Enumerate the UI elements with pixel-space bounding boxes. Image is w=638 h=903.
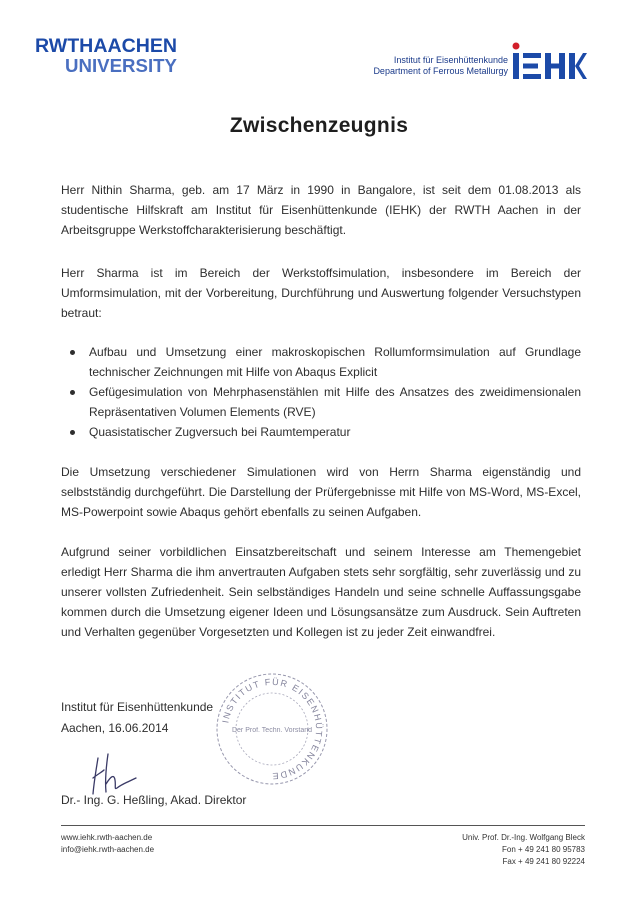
institute-name-de: Institut für Eisenhüttenkunde (393, 55, 508, 65)
signatory-name: Dr.- Ing. G. Heßling, Akad. Direktor (61, 793, 247, 807)
rwth-logo-line2: UNIVERSITY (65, 56, 177, 76)
footer-head (462, 832, 585, 868)
footer-phone: Fon + 49 241 80 95783 (502, 845, 585, 854)
stamp-center-text: Der Prof. Techn. Vorstand (231, 727, 313, 734)
paragraph-intro: Herr Nithin Sharma, geb. am 17 März in 1990 in Bangalore, ist seit dem 01.08.2013 als studentische Hilfskraft am Institut für Eisenhüttenkunde (IEHK) der RWTH Aachen in der Arbeitsgruppe Werkstoffcharakterisierung beschäftigt. (61, 183, 581, 237)
institute-name-en: Department of Ferrous Metallurgy (373, 66, 508, 76)
bullet-icon (70, 430, 75, 435)
closing-block (61, 697, 213, 739)
list-item (61, 422, 581, 442)
bullet-icon (70, 390, 75, 395)
place-date: Aachen, 16.06.2014 (61, 721, 169, 735)
list-item-text: Aufbau und Umsetzung einer makroskopischen Rollumformsimulation auf Grundlage technischer Zeichnungen mit Hilfe von Abaqus Explicit (89, 345, 581, 379)
bullet-icon (70, 350, 75, 355)
list-item-text: Gefügesimulation von Mehrphasenstählen mit Hilfe des Ansatzes des zweidimensionalen Repräsentativen Volumen Elements (RVE) (89, 385, 581, 419)
list-item (61, 342, 581, 382)
stamp-ring-text: INSTITUT FÜR EISENHÜTTENKUNDE (220, 676, 325, 782)
footer-email: info@iehk.rwth-aachen.de (61, 845, 155, 854)
task-list (61, 342, 581, 442)
list-item-text: Quasistatischer Zugversuch bei Raumtemperatur (89, 425, 351, 439)
document-title: Zwischenzeugnis (229, 114, 409, 137)
signature (84, 748, 164, 798)
closing-institute: Institut für Eisenhüttenkunde (61, 700, 214, 714)
footer-website: www.iehk.rwth-aachen.de (61, 833, 153, 842)
paragraph-tasks: Herr Sharma ist im Bereich der Werkstoffsimulation, insbesondere im Bereich der Umformsimulation, mit der Vorbereitung, Durchführung und Auswertung folgender Versuchstypen betraut: (61, 266, 581, 320)
footer-contact (61, 832, 154, 856)
footer-head-name: Univ. Prof. Dr.-Ing. Wolfgang Bleck (462, 833, 585, 842)
footer-divider (61, 825, 585, 826)
rwth-logo-line1: RWTHAACHEN (35, 36, 177, 57)
institute-stamp (213, 670, 331, 788)
list-item (61, 382, 581, 422)
rwth-logo (33, 34, 183, 76)
iehk-logo (511, 40, 587, 84)
institute-header (373, 55, 508, 77)
footer-fax: Fax + 49 241 80 92224 (502, 857, 585, 866)
paragraph-evaluation: Aufgrund seiner vorbildlichen Einsatzbereitschaft und seinem Interesse am Themengebiet erledigt Herr Sharma die ihm anvertrauten Aufgaben stets sehr sorgfältig, sehr zuverlässig und zu unserer vollsten Zufriedenheit. Sein selbständiges Handeln und seine schnelle Auffassungsgabe kommen durch die Umsetzung eigener Ideen und Lösungsansätze zum Ausdruck. Sein Auftreten und Verhalten gegenüber Vorgesetzten und Kollegen ist zu jeder Zeit einwandfrei. (61, 545, 581, 639)
paragraph-execution: Die Umsetzung verschiedener Simulationen wird von Herrn Sharma eigenständig und selbstständig durchgeführt. Die Darstellung der Prüfergebnisse mit Hilfe von MS-Word, MS-Excel, MS-Powerpoint sowie Abaqus gehört ebenfalls zu seinen Aufgaben. (61, 465, 581, 519)
